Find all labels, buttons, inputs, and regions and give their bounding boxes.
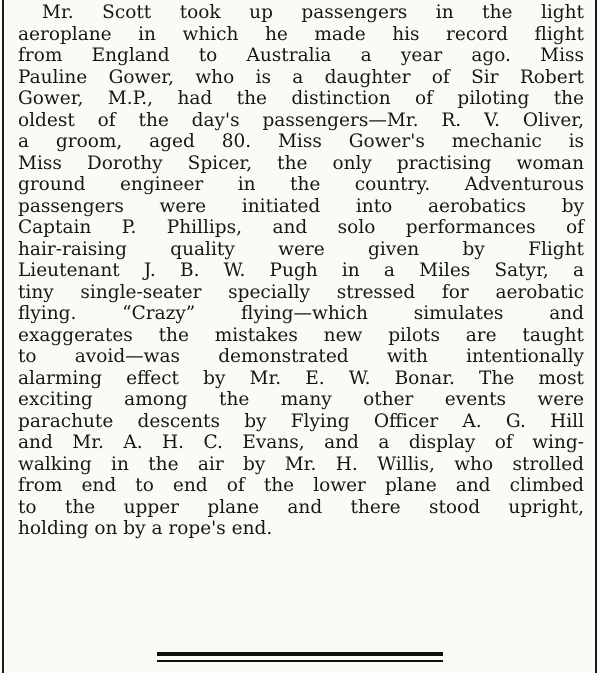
end-rule-thick [157, 652, 443, 656]
article-line: Lieutenant J. B. W. Pugh in a Miles Satyr, a [18, 260, 584, 281]
article-line: alarming effect by Mr. E. W. Bonar. The most [18, 367, 584, 389]
article-line: Pauline Gower, who is a daughter of Sir Robert [18, 66, 584, 88]
end-rule-thin [157, 660, 443, 662]
article-line: a groom, aged 80. Miss Gower's mechanic is [18, 131, 584, 152]
article-line: hair-raising quality were given by Flight [18, 238, 584, 260]
article-line: and Mr. A. H. C. Evans, and a display of wing- [18, 432, 584, 453]
article-line: to avoid—was demonstrated with intentionally [18, 346, 584, 367]
article-line: passengers were initiated into aerobatics by [18, 195, 584, 217]
article-line: from England to Australia a year ago. Miss [18, 45, 584, 66]
article-line: Miss Dorothy Spicer, the only practising woman [18, 152, 584, 174]
article-line: walking in the air by Mr. H. Willis, who strolled [18, 453, 584, 475]
article-line: Mr. Scott took up passengers in the light [42, 2, 584, 23]
article-body [18, 2, 584, 540]
article-line: holding on by a rope's end. [18, 518, 273, 539]
article-line: exaggerates the mistakes new pilots are taught [18, 324, 584, 346]
article-line: ground engineer in the country. Adventurous [18, 174, 584, 195]
article-paragraph [18, 2, 584, 540]
article-line: from end to end of the lower plane and climbed [18, 475, 584, 496]
column-border-right [595, 0, 597, 673]
article-line: exciting among the many other events were [18, 389, 584, 410]
article-line: tiny single-seater specially stressed for aerobatic [18, 281, 584, 303]
article-line: parachute descents by Flying Officer A. G. Hill [18, 410, 584, 432]
column-border-left [2, 0, 4, 673]
article-line: oldest of the day's passengers—Mr. R. V. Oliver, [18, 109, 584, 131]
article-line: flying. “Crazy” flying—which simulates and [18, 303, 584, 324]
article-line: Captain P. Phillips, and solo performances of [18, 217, 584, 238]
article-line: to the upper plane and there stood upright, [18, 496, 584, 518]
article-line: aeroplane in which he made his record flight [18, 23, 584, 45]
article-line: Gower, M.P., had the distinction of piloting the [18, 88, 584, 109]
